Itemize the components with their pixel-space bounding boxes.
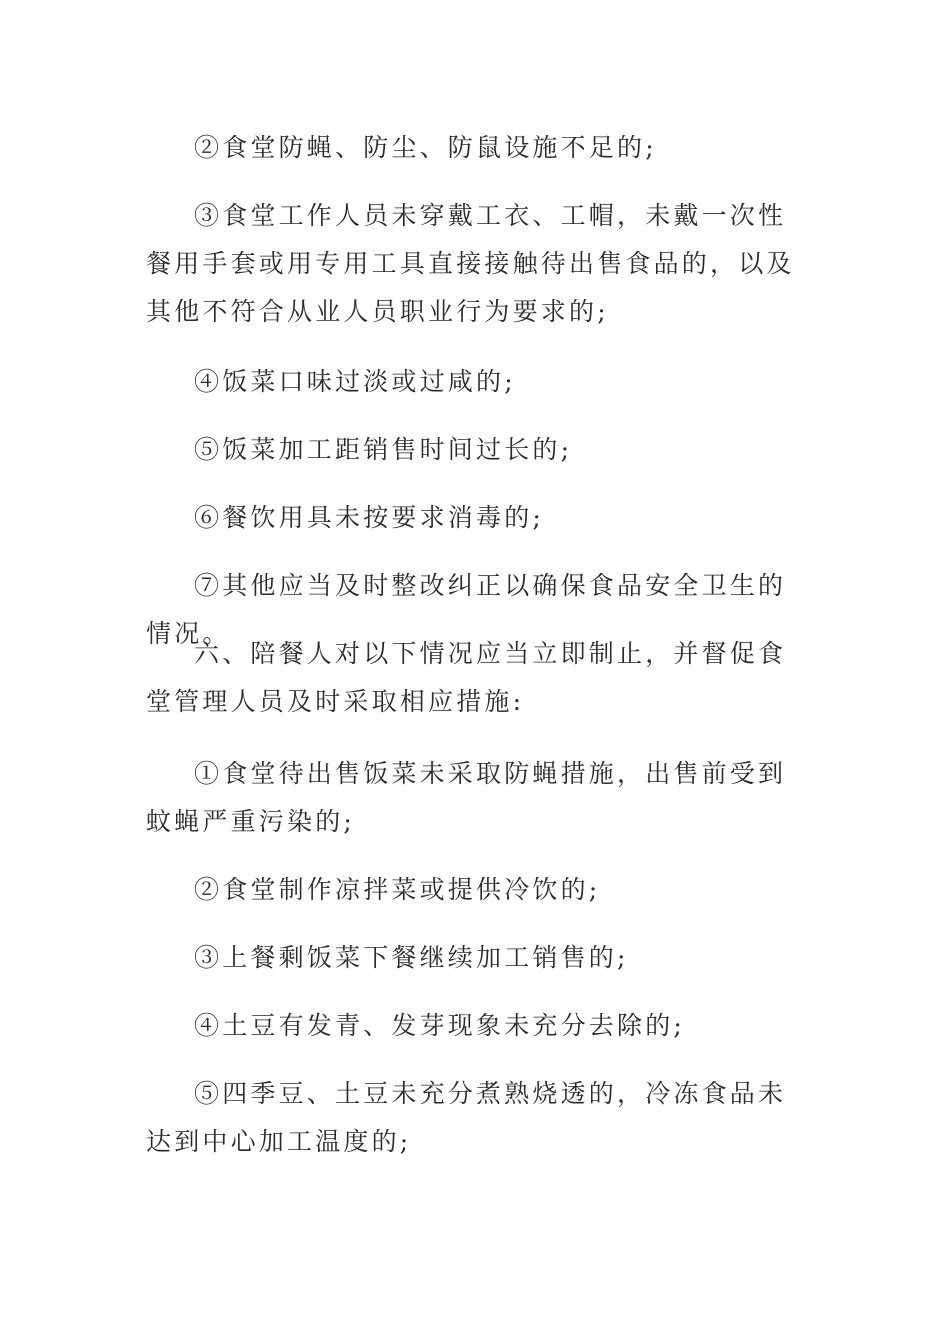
list-item-2b: ②食堂制作凉拌菜或提供冷饮的; [194,875,601,904]
list-item-1: ①食堂待出售饭菜未采取防蝇措施，出售前受到蚊蝇严重污染的; [146,759,787,836]
list-item-4: ④饭菜口味过淡或过咸的; [194,367,516,396]
list-item-3: ③食堂工作人员未穿戴工衣、工帽，未戴一次性餐用手套或用专用工具直接接触待出售食品的，以及其他不符合从业人员职业行为要求的; [146,201,795,326]
list-item-3b: ③上餐剩饭菜下餐继续加工销售的; [194,943,629,972]
list-item-2: ②食堂防蝇、防尘、防鼠设施不足的; [194,133,657,162]
list-item-5: ⑤饭菜加工距销售时间过长的; [194,435,573,464]
list-item-6: ⑥餐饮用具未按要求消毒的; [194,503,545,532]
list-item-7: ⑦其他应当及时整改纠正以确保食品安全卫生的情况。 [146,571,787,648]
section-heading-6: 六、陪餐人对以下情况应当立即制止，并督促食堂管理人员及时采取相应措施: [146,639,787,716]
list-item-5b: ⑤四季豆、土豆未充分煮熟烧透的，冷冻食品未达到中心加工温度的; [146,1079,787,1156]
list-item-4b: ④土豆有发青、发芽现象未充分去除的; [194,1011,686,1040]
